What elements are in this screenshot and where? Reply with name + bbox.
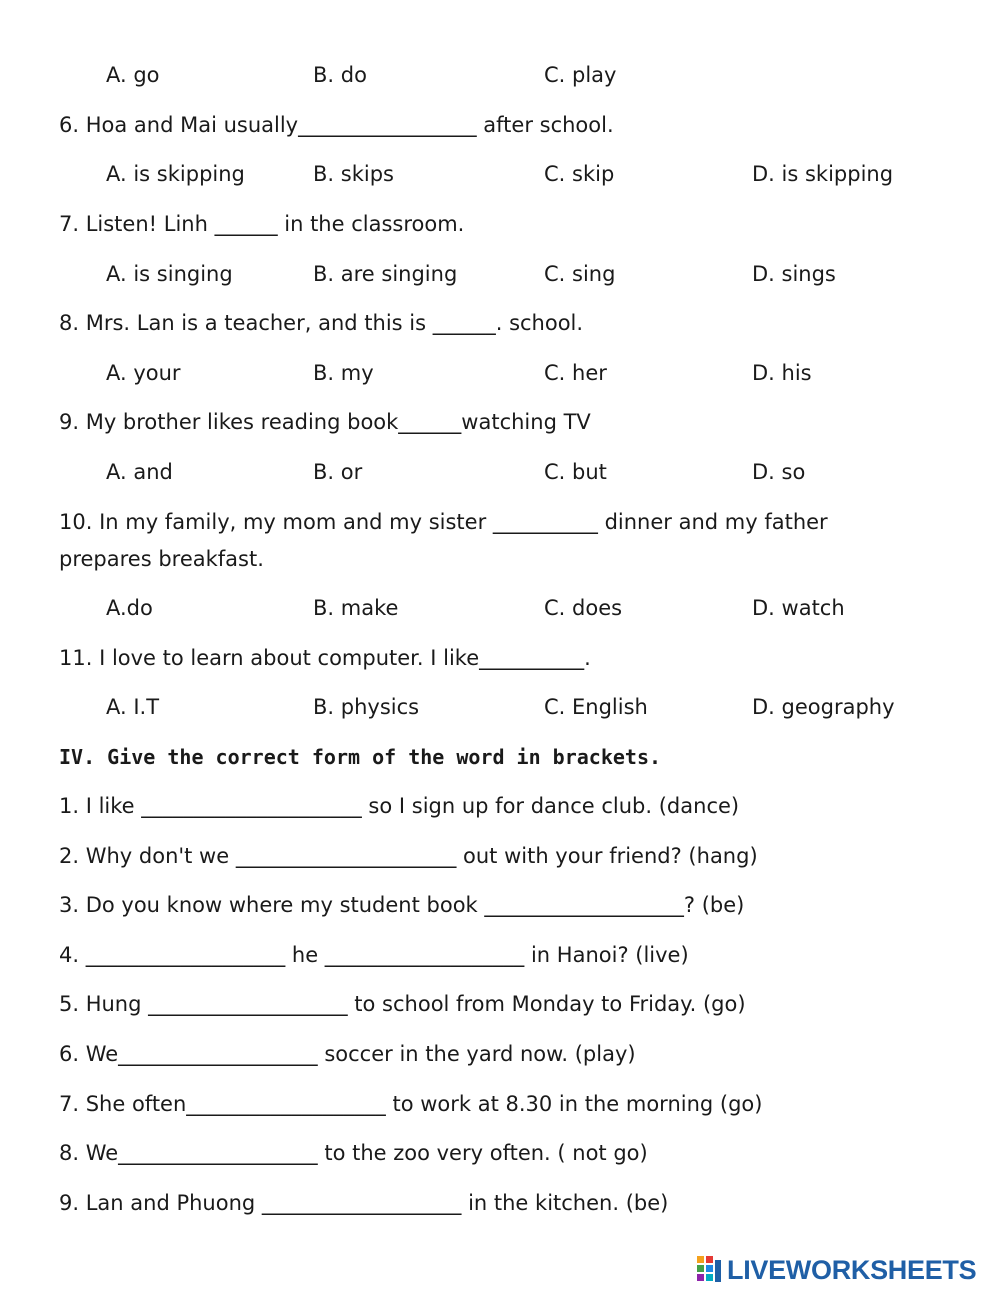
- q8-option-c[interactable]: C. her: [544, 361, 607, 385]
- q11-option-a[interactable]: A. I.T: [106, 695, 160, 719]
- question-8: 8. Mrs. Lan is a teacher, and this is ______. school.: [59, 311, 584, 335]
- q5-options: [0, 60, 1000, 90]
- section-iv-item-2[interactable]: 2. Why don't we _____________________ out with your friend? (hang): [59, 844, 758, 868]
- q7-option-b[interactable]: B. are singing: [313, 262, 458, 286]
- q5-option-c[interactable]: C. play: [544, 63, 617, 87]
- q6-option-a[interactable]: A. is skipping: [106, 162, 245, 186]
- q10-options: [0, 593, 1000, 623]
- section-iv-item-8[interactable]: 8. We___________________ to the zoo very often. ( not go): [59, 1141, 648, 1165]
- q9-option-c[interactable]: C. but: [544, 460, 607, 484]
- liveworksheets-mark-icon: [697, 1256, 723, 1284]
- section-iv-item-6[interactable]: 6. We___________________ soccer in the yard now. (play): [59, 1042, 636, 1066]
- question-10-line-2: prepares breakfast.: [59, 547, 264, 571]
- q6-option-c[interactable]: C. skip: [544, 162, 615, 186]
- q10-option-b[interactable]: B. make: [313, 596, 399, 620]
- q9-option-b[interactable]: B. or: [313, 460, 363, 484]
- question-9: 9. My brother likes reading book______watching TV: [59, 410, 591, 434]
- q8-option-a[interactable]: A. your: [106, 361, 181, 385]
- q8-options: [0, 358, 1000, 388]
- q9-options: [0, 457, 1000, 487]
- q6-option-d[interactable]: D. is skipping: [752, 162, 894, 186]
- q6-option-b[interactable]: B. skips: [313, 162, 394, 186]
- q9-option-d[interactable]: D. so: [752, 460, 806, 484]
- q8-option-d[interactable]: D. his: [752, 361, 812, 385]
- q7-option-a[interactable]: A. is singing: [106, 262, 233, 286]
- q6-options: [0, 159, 1000, 189]
- q8-option-b[interactable]: B. my: [313, 361, 374, 385]
- liveworksheets-wordmark: LIVEWORKSHEETS: [727, 1254, 977, 1285]
- question-11: 11. I love to learn about computer. I like__________.: [59, 646, 591, 670]
- q10-option-c[interactable]: C. does: [544, 596, 623, 620]
- q11-option-b[interactable]: B. physics: [313, 695, 420, 719]
- q7-option-c[interactable]: C. sing: [544, 262, 616, 286]
- question-7: 7. Listen! Linh ______ in the classroom.: [59, 212, 465, 236]
- question-6: 6. Hoa and Mai usually_________________ after school.: [59, 113, 614, 137]
- q10-option-d[interactable]: D. watch: [752, 596, 845, 620]
- section-iv-item-7[interactable]: 7. She often___________________ to work at 8.30 in the morning (go): [59, 1092, 763, 1116]
- section-iv-item-3[interactable]: 3. Do you know where my student book ___________________? (be): [59, 893, 745, 917]
- q11-options: [0, 692, 1000, 722]
- q7-options: [0, 259, 1000, 289]
- section-iv-heading: IV. Give the correct form of the word in brackets.: [59, 745, 662, 769]
- q10-option-a[interactable]: A.do: [106, 596, 153, 620]
- section-iv-item-5[interactable]: 5. Hung ___________________ to school from Monday to Friday. (go): [59, 992, 746, 1016]
- liveworksheets-logo: [697, 1253, 976, 1287]
- section-iv-item-4[interactable]: 4. ___________________ he ___________________ in Hanoi? (live): [59, 943, 689, 967]
- section-iv-item-9[interactable]: 9. Lan and Phuong ___________________ in the kitchen. (be): [59, 1191, 669, 1215]
- q9-option-a[interactable]: A. and: [106, 460, 173, 484]
- q5-option-b[interactable]: B. do: [313, 63, 367, 87]
- q11-option-c[interactable]: C. English: [544, 695, 648, 719]
- question-10-line-1: 10. In my family, my mom and my sister __________ dinner and my father: [59, 510, 828, 534]
- q11-option-d[interactable]: D. geography: [752, 695, 895, 719]
- section-iv-item-1[interactable]: 1. I like _____________________ so I sign up for dance club. (dance): [59, 794, 740, 818]
- q5-option-a[interactable]: A. go: [106, 63, 160, 87]
- q7-option-d[interactable]: D. sings: [752, 262, 836, 286]
